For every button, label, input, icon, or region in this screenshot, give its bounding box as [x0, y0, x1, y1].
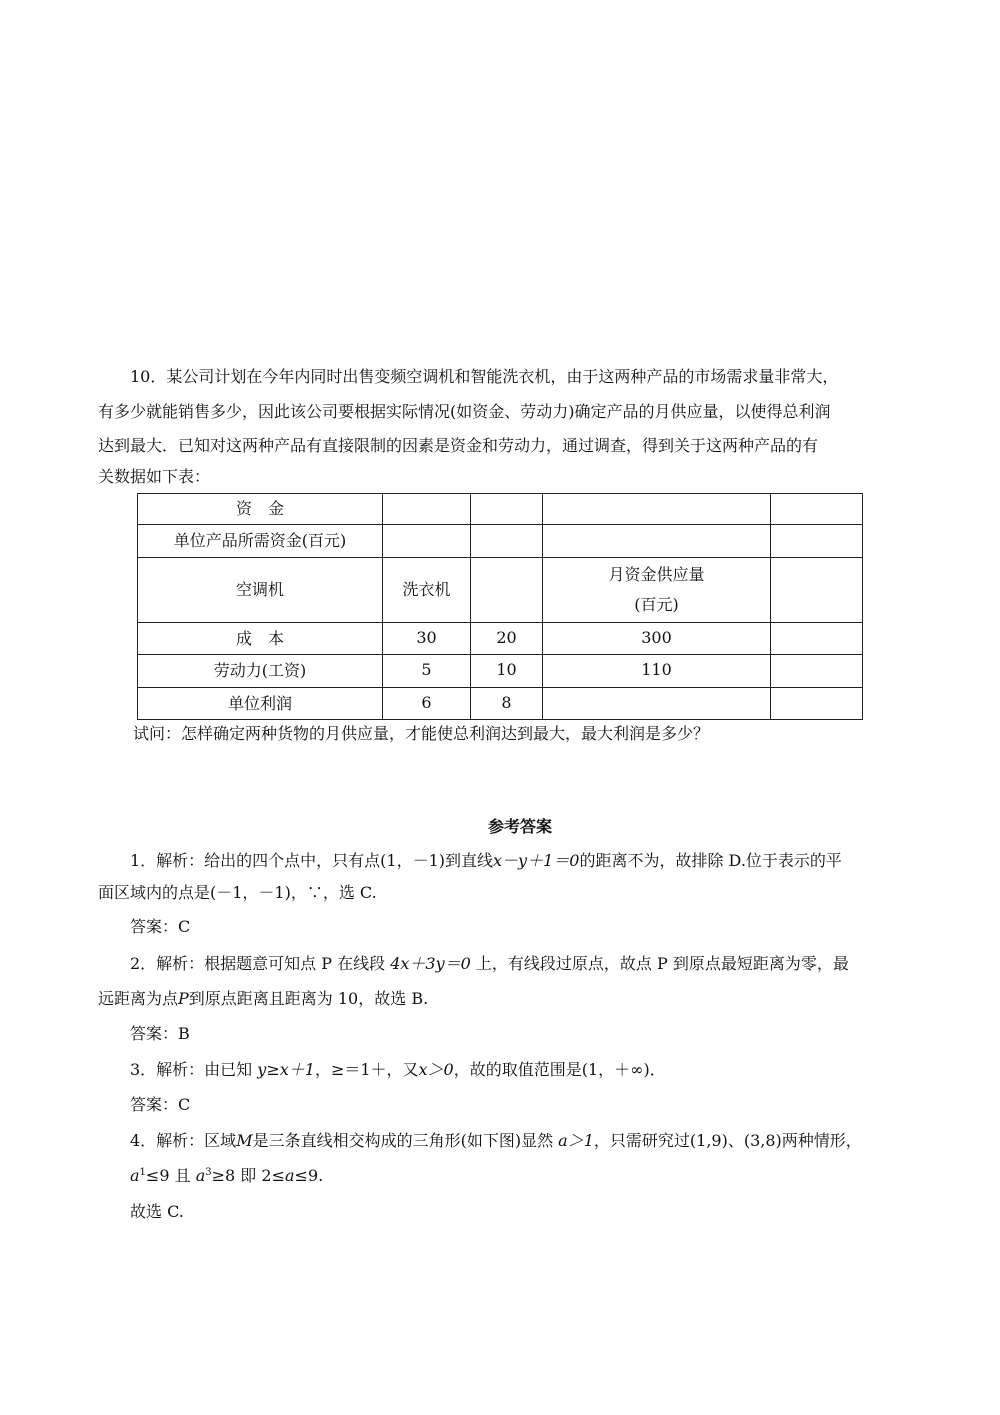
table-cell [543, 558, 771, 623]
q10-line-3: 达到最大．已知对这两种产品有直接限制的因素是资金和劳动力，通过调查，得到关于这两种产品的有 [98, 436, 819, 455]
text: 2．解析：根据题意可知点 P 在线段 [130, 954, 386, 973]
table-cell-line: (百元) [634, 595, 679, 614]
table-row [138, 494, 863, 525]
text: 1．解析：给出的四个点中，只有点(1，－1)到直线 [130, 851, 494, 870]
text: ≤9 且 [145, 1166, 191, 1185]
table-cell [771, 688, 863, 720]
math-var: M [236, 1131, 253, 1150]
table-cell [771, 655, 863, 688]
answer-1-line-1 [130, 850, 842, 872]
text: 上，有线段过原点，故点 P 到原点最短距离为零，最 [475, 954, 849, 973]
text: 到原点距离且距离为 10，故选 B. [188, 989, 429, 1008]
q10-line-4: 关数据如下表： [98, 467, 211, 486]
table-cell-line: 月资金供应量 [608, 565, 705, 584]
math-expr: x＞0 [418, 1060, 454, 1079]
data-table [137, 493, 863, 720]
table-cell: 10 [471, 655, 543, 688]
table-cell [471, 558, 543, 623]
math-expr: x－y＋1＝0 [493, 851, 580, 870]
table-row [138, 525, 863, 558]
table-cell: 6 [383, 688, 471, 720]
table-cell [543, 494, 771, 525]
table-cell: 单位利润 [138, 688, 383, 720]
superscript: 1 [139, 1167, 146, 1178]
table-cell: 5 [383, 655, 471, 688]
table-cell [383, 525, 471, 558]
math-var: a [130, 1166, 140, 1185]
table-cell: 8 [471, 688, 543, 720]
text: ≤9. [294, 1166, 324, 1185]
math-expr: y≥x＋1 [257, 1060, 315, 1079]
table-row [138, 558, 863, 623]
table-row [138, 688, 863, 720]
answer-2-line-2 [98, 988, 428, 1010]
answer-1-line-2: 面区域内的点是(－1，－1)，∵，选 C. [98, 883, 377, 902]
table-cell: 30 [383, 623, 471, 655]
text: 远距离为点 [98, 989, 179, 1008]
table-cell [471, 494, 543, 525]
q10-line-1: 10．某公司计划在今年内同时出售变频空调机和智能洗衣机，由于这两种产品的市场需求量非常大， [130, 367, 839, 386]
math-var: a [195, 1166, 206, 1185]
table-row [138, 655, 863, 688]
answer-2-line-1 [130, 953, 849, 975]
math-var: P [178, 989, 189, 1008]
table-cell [543, 688, 771, 720]
text: 3．解析：由已知 [130, 1060, 253, 1079]
answer-2-result: 答案：B [130, 1024, 190, 1043]
answer-1-result: 答案：C [130, 917, 191, 936]
answer-3-result: 答案：C [130, 1095, 191, 1114]
text: 是三条直线相交构成的三角形(如下图)显然 [252, 1131, 554, 1150]
text: ，只需研究过(1,9)、(3,8)两种情形， [593, 1131, 862, 1150]
math-expr: a＞1 [558, 1131, 594, 1150]
answer-4-line-2 [130, 1165, 323, 1187]
text: ，故的取值范围是(1，＋∞)． [453, 1060, 666, 1079]
q10-line-2: 有多少就能销售多少，因此该公司要根据实际情况(如资金、劳动力)确定产品的月供应量，以使得总利润 [98, 402, 831, 421]
text: ≥8 即 2≤ [211, 1166, 285, 1185]
answer-4-result: 故选 C. [130, 1202, 184, 1221]
table-cell [383, 494, 471, 525]
table-cell: 空调机 [138, 558, 383, 623]
table-cell: 20 [471, 623, 543, 655]
table-cell [771, 494, 863, 525]
table-cell [771, 525, 863, 558]
text: 的距离不为，故排除 D.位于表示的平 [579, 851, 842, 870]
table-cell: 300 [543, 623, 771, 655]
table-cell: 成 本 [138, 623, 383, 655]
text: 4．解析：区域 [130, 1131, 237, 1150]
table-cell [771, 623, 863, 655]
answer-3-line-1 [130, 1059, 666, 1081]
table-cell [543, 525, 771, 558]
superscript: 3 [205, 1167, 212, 1178]
text: ，≥＝1＋，又 [314, 1060, 419, 1079]
math-var: a [284, 1166, 295, 1185]
table-cell: 110 [543, 655, 771, 688]
table-cell: 劳动力(工资) [138, 655, 383, 688]
table-cell: 资 金 [138, 494, 383, 525]
table-cell: 洗衣机 [383, 558, 471, 623]
table-row [138, 623, 863, 655]
math-expr: 4x＋3y＝0 [390, 954, 471, 973]
answer-4-line-1 [130, 1130, 862, 1152]
table-cell [771, 558, 863, 623]
table-cell [471, 525, 543, 558]
q10-question: 试问：怎样确定两种货物的月供应量，才能使总利润达到最大，最大利润是多少？ [133, 724, 710, 743]
answers-title: 参考答案 [487, 817, 552, 836]
table-cell: 单位产品所需资金(百元) [138, 525, 383, 558]
